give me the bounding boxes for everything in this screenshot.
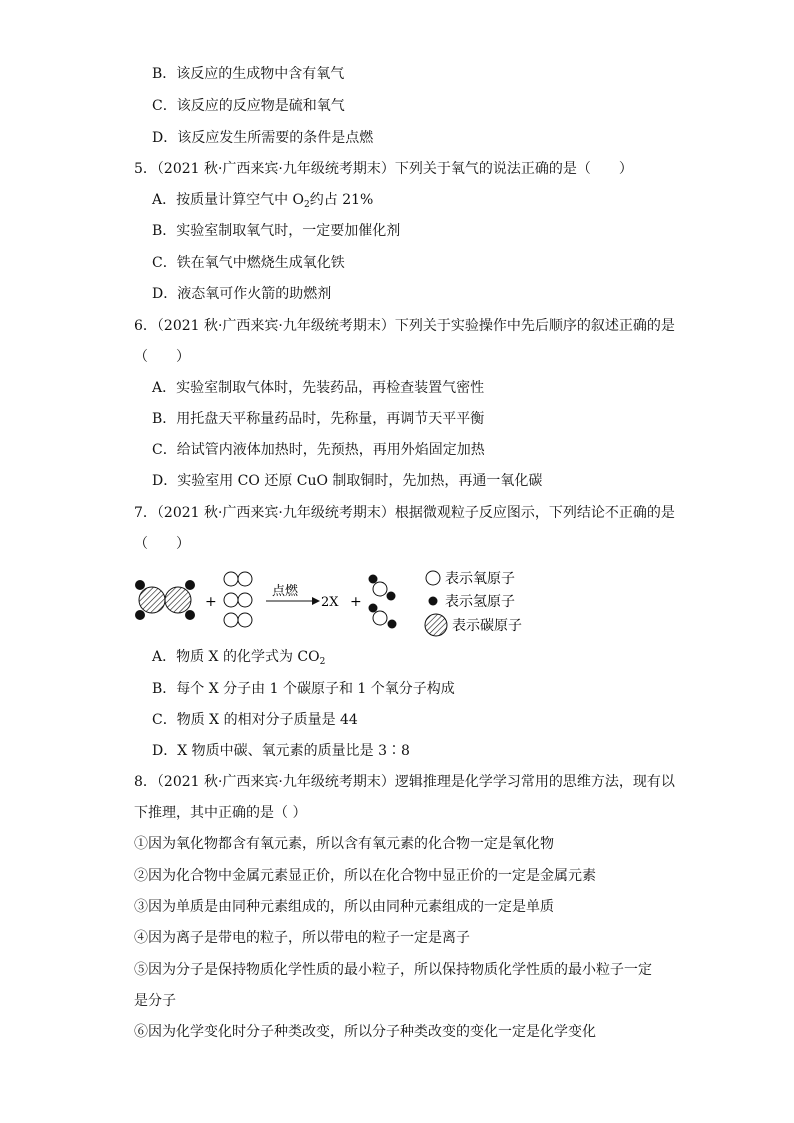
q7-option-c: C．物质 X 的相对分子质量是 44 xyxy=(152,712,358,728)
q5-option-c: C．铁在氧气中燃烧生成氧化铁 xyxy=(152,255,345,271)
q8-stem: 8．（2021 秋·广西来宾·九年级统考期末）逻辑推理是化学学习常用的思维方法，现有以 xyxy=(134,774,675,790)
q4-option-b: B．该反应的生成物中含有氧气 xyxy=(152,66,345,82)
hydrogen-atom-icon xyxy=(369,604,378,613)
q7-stem: 7．（2021 秋·广西来宾·九年级统考期末）根据微观粒子反应图示，下列结论不正确的是 xyxy=(134,505,675,521)
legend-oxygen-label: 表示氧原子 xyxy=(445,571,515,587)
q8-statement-5-continued: 是分子 xyxy=(134,993,176,1009)
q7-option-a-text: A．物质 X 的化学式为 CO xyxy=(152,649,320,665)
q5-option-a-text-end: 约占 21% xyxy=(309,192,374,208)
hydrogen-atom-icon xyxy=(185,610,195,620)
oxygen-atom-icon xyxy=(224,613,238,627)
legend-hydrogen-icon xyxy=(429,597,438,606)
oxygen-atom-icon xyxy=(238,593,252,607)
q5-option-d: D．液态氧可作火箭的助燃剂 xyxy=(152,286,332,302)
legend-carbon-label: 表示碳原子 xyxy=(452,618,522,634)
q6-stem-continued: （ ） xyxy=(134,349,190,365)
q6-option-a: A．实验室制取气体时，先装药品，再检查装置气密性 xyxy=(152,380,485,396)
arrow-head-icon xyxy=(312,597,320,605)
carbon-atom-icon xyxy=(139,587,165,613)
legend-oxygen-icon xyxy=(426,571,440,585)
oxygen-atom-icon xyxy=(224,572,238,586)
hydrogen-atom-icon xyxy=(135,580,145,590)
q7-option-b: B．每个 X 分子由 1 个碳原子和 1 个氧分子构成 xyxy=(152,681,455,697)
q6-stem: 6．（2021 秋·广西来宾·九年级统考期末）下列关于实验操作中先后顺序的叙述正确的是 xyxy=(134,318,675,334)
oxygen-atom-icon xyxy=(373,611,387,625)
q8-stem-continued: 下推理，其中正确的是（ ） xyxy=(134,805,307,821)
q7-stem-continued: （ ） xyxy=(134,536,190,552)
q7-option-a-subscript: 2 xyxy=(319,657,326,667)
q7-option-d: D．X 物质中碳、氧元素的质量比是 3∶8 xyxy=(152,743,410,759)
plus-sign-2: + xyxy=(350,594,362,610)
reactant-molecule-1 xyxy=(135,580,195,620)
q7-option-a xyxy=(152,647,325,667)
hydrogen-atom-icon xyxy=(369,575,378,584)
reaction-diagram xyxy=(130,565,550,639)
legend-carbon-icon xyxy=(425,614,447,636)
hydrogen-atom-icon xyxy=(185,580,195,590)
q5-option-a-subscript: 2 xyxy=(304,200,310,210)
water-molecules xyxy=(369,575,397,629)
q8-statement-1: ①因为氧化物都含有氧元素，所以含有氧元素的化合物一定是氧化物 xyxy=(134,836,554,852)
oxygen-atom-icon xyxy=(238,613,252,627)
legend xyxy=(425,570,522,636)
product-x: 2X xyxy=(321,595,339,610)
oxygen-atom-icon xyxy=(224,593,238,607)
hydrogen-atom-icon xyxy=(135,610,145,620)
q8-statement-5: ⑤因为分子是保持物质化学性质的最小粒子，所以保持物质化学性质的最小粒子一定 xyxy=(134,962,652,978)
q5-option-a xyxy=(152,190,373,210)
q4-option-c: C．该反应的反应物是硫和氧气 xyxy=(152,98,345,114)
q8-statement-2: ②因为化合物中金属元素显正价，所以在化合物中显正价的一定是金属元素 xyxy=(134,868,596,884)
carbon-atom-icon xyxy=(165,587,191,613)
oxygen-atom-icon xyxy=(373,582,387,596)
q6-option-b: B．用托盘天平称量药品时，先称量，再调节天平平衡 xyxy=(152,411,485,427)
q6-option-c: C．给试管内液体加热时，先预热，再用外焰固定加热 xyxy=(152,442,485,458)
q5-option-a-text: A．按质量计算空气中 O xyxy=(152,192,305,208)
oxygen-molecules xyxy=(224,572,252,627)
q8-statement-6: ⑥因为化学变化时分子种类改变，所以分子种类改变的变化一定是化学变化 xyxy=(134,1024,596,1040)
reaction-condition: 点燃 xyxy=(272,584,299,599)
q4-option-d: D．该反应发生所需要的条件是点燃 xyxy=(152,130,374,146)
q6-option-d: D．实验室用 CO 还原 CuO 制取铜时，先加热，再通一氧化碳 xyxy=(152,473,543,489)
q8-statement-4: ④因为离子是带电的粒子，所以带电的粒子一定是离子 xyxy=(134,930,470,946)
q8-statement-3: ③因为单质是由同种元素组成的，所以由同种元素组成的一定是单质 xyxy=(134,899,554,915)
oxygen-atom-icon xyxy=(238,572,252,586)
q5-stem: 5．（2021 秋·广西来宾·九年级统考期末）下列关于氧气的说法正确的是（ ） xyxy=(134,161,633,177)
q5-option-b: B．实验室制取氧气时，一定要加催化剂 xyxy=(152,223,401,239)
legend-hydrogen-label: 表示氢原子 xyxy=(445,594,515,610)
plus-sign-1: + xyxy=(205,594,217,610)
hydrogen-atom-icon xyxy=(388,620,397,629)
hydrogen-atom-icon xyxy=(387,592,396,601)
